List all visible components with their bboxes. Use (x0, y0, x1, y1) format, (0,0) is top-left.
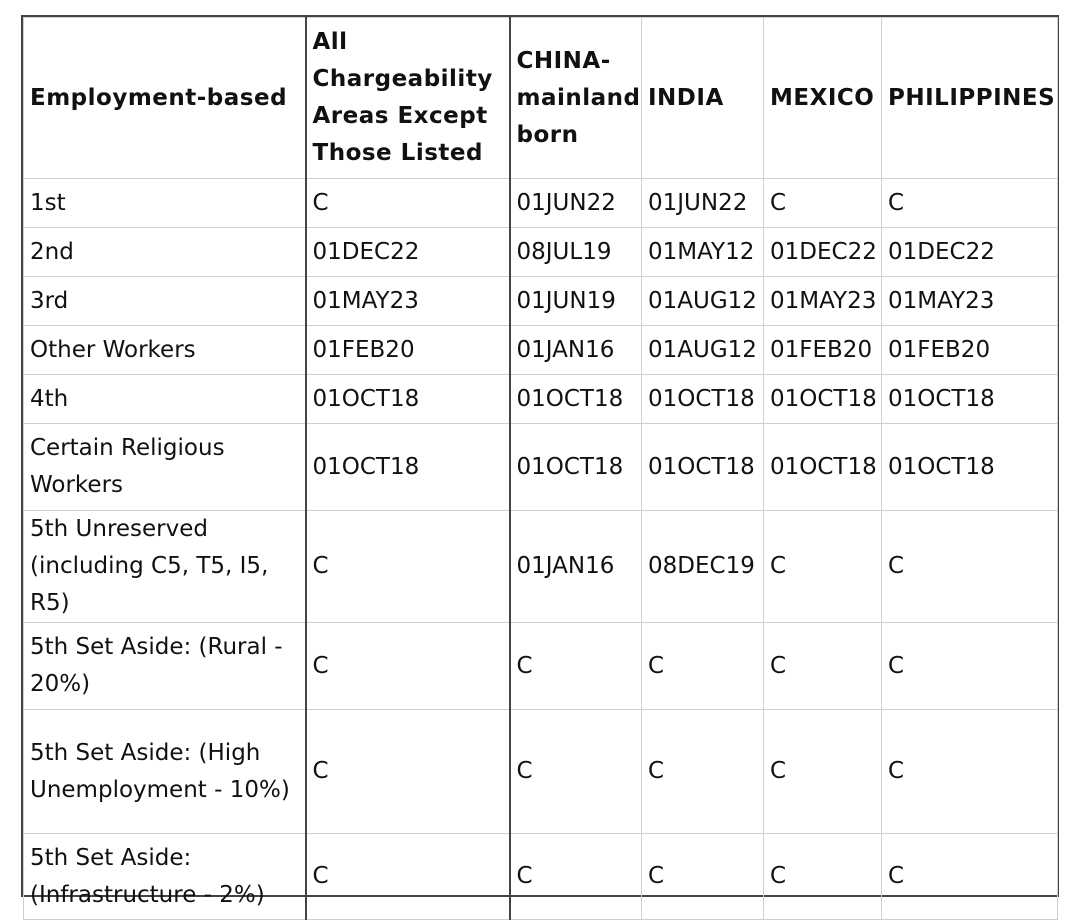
cell-all-chargeability: C (306, 179, 510, 228)
row-label: 5th Set Aside: (Infrastructure - 2%) (24, 834, 306, 920)
cell-china: C (510, 623, 642, 710)
header-all-chargeability: All Chargeability Areas Except Those Listed (306, 18, 510, 179)
cell-india: 01OCT18 (642, 424, 764, 511)
row-label: 5th Unreserved (including C5, T5, I5, R5) (24, 511, 306, 623)
row-label: 1st (24, 179, 306, 228)
cell-mexico: C (764, 834, 882, 920)
row-label: 3rd (24, 277, 306, 326)
cell-mexico: C (764, 179, 882, 228)
cell-philippines: 01FEB20 (882, 326, 1058, 375)
cell-india: 08DEC19 (642, 511, 764, 623)
cell-mexico: C (764, 710, 882, 834)
cell-india: C (642, 834, 764, 920)
table-row (24, 179, 1058, 228)
cell-india: 01AUG12 (642, 277, 764, 326)
cell-mexico: 01OCT18 (764, 375, 882, 424)
cell-philippines: 01OCT18 (882, 424, 1058, 511)
cell-mexico: 01FEB20 (764, 326, 882, 375)
cell-philippines: C (882, 623, 1058, 710)
table-row (24, 326, 1058, 375)
header-philippines: PHILIPPINES (882, 18, 1058, 179)
row-label: Other Workers (24, 326, 306, 375)
cell-china: C (510, 710, 642, 834)
cell-philippines: C (882, 710, 1058, 834)
table-row (24, 623, 1058, 710)
cell-china: 01JAN16 (510, 511, 642, 623)
table-row (24, 375, 1058, 424)
cell-all-chargeability: 01FEB20 (306, 326, 510, 375)
cell-china: 01OCT18 (510, 424, 642, 511)
cell-mexico: 01MAY23 (764, 277, 882, 326)
cell-china: 08JUL19 (510, 228, 642, 277)
row-label: 4th (24, 375, 306, 424)
cell-china: 01JUN19 (510, 277, 642, 326)
table-row (24, 834, 1058, 920)
row-label: 5th Set Aside: (High Unemployment - 10%) (24, 710, 306, 834)
row-label: 2nd (24, 228, 306, 277)
cell-all-chargeability: 01OCT18 (306, 424, 510, 511)
cell-all-chargeability: C (306, 623, 510, 710)
cell-china: C (510, 834, 642, 920)
employment-based-dates-table (23, 17, 1058, 920)
header-row (24, 18, 1058, 179)
cell-philippines: 01MAY23 (882, 277, 1058, 326)
cell-mexico: C (764, 511, 882, 623)
cell-india: 01MAY12 (642, 228, 764, 277)
cell-india: 01JUN22 (642, 179, 764, 228)
cell-all-chargeability: C (306, 710, 510, 834)
table-row (24, 277, 1058, 326)
cell-mexico: 01DEC22 (764, 228, 882, 277)
table-row (24, 424, 1058, 511)
header-employment-based: Employment-based (24, 18, 306, 179)
table-row (24, 511, 1058, 623)
cell-all-chargeability: 01DEC22 (306, 228, 510, 277)
cell-all-chargeability: C (306, 834, 510, 920)
header-china: CHINA-mainland born (510, 18, 642, 179)
cell-philippines: C (882, 834, 1058, 920)
cell-mexico: 01OCT18 (764, 424, 882, 511)
cell-philippines: C (882, 511, 1058, 623)
table-row (24, 228, 1058, 277)
header-mexico: MEXICO (764, 18, 882, 179)
table-row (24, 710, 1058, 834)
cell-india: C (642, 710, 764, 834)
cell-china: 01OCT18 (510, 375, 642, 424)
cell-all-chargeability: C (306, 511, 510, 623)
cell-india: 01AUG12 (642, 326, 764, 375)
row-label: 5th Set Aside: (Rural - 20%) (24, 623, 306, 710)
cell-india: C (642, 623, 764, 710)
cell-philippines: C (882, 179, 1058, 228)
cell-india: 01OCT18 (642, 375, 764, 424)
cell-china: 01JAN16 (510, 326, 642, 375)
row-label: Certain Religious Workers (24, 424, 306, 511)
cell-philippines: 01OCT18 (882, 375, 1058, 424)
cell-china: 01JUN22 (510, 179, 642, 228)
header-india: INDIA (642, 18, 764, 179)
visa-bulletin-table (21, 15, 1059, 908)
cell-all-chargeability: 01MAY23 (306, 277, 510, 326)
cell-all-chargeability: 01OCT18 (306, 375, 510, 424)
cell-philippines: 01DEC22 (882, 228, 1058, 277)
cell-mexico: C (764, 623, 882, 710)
